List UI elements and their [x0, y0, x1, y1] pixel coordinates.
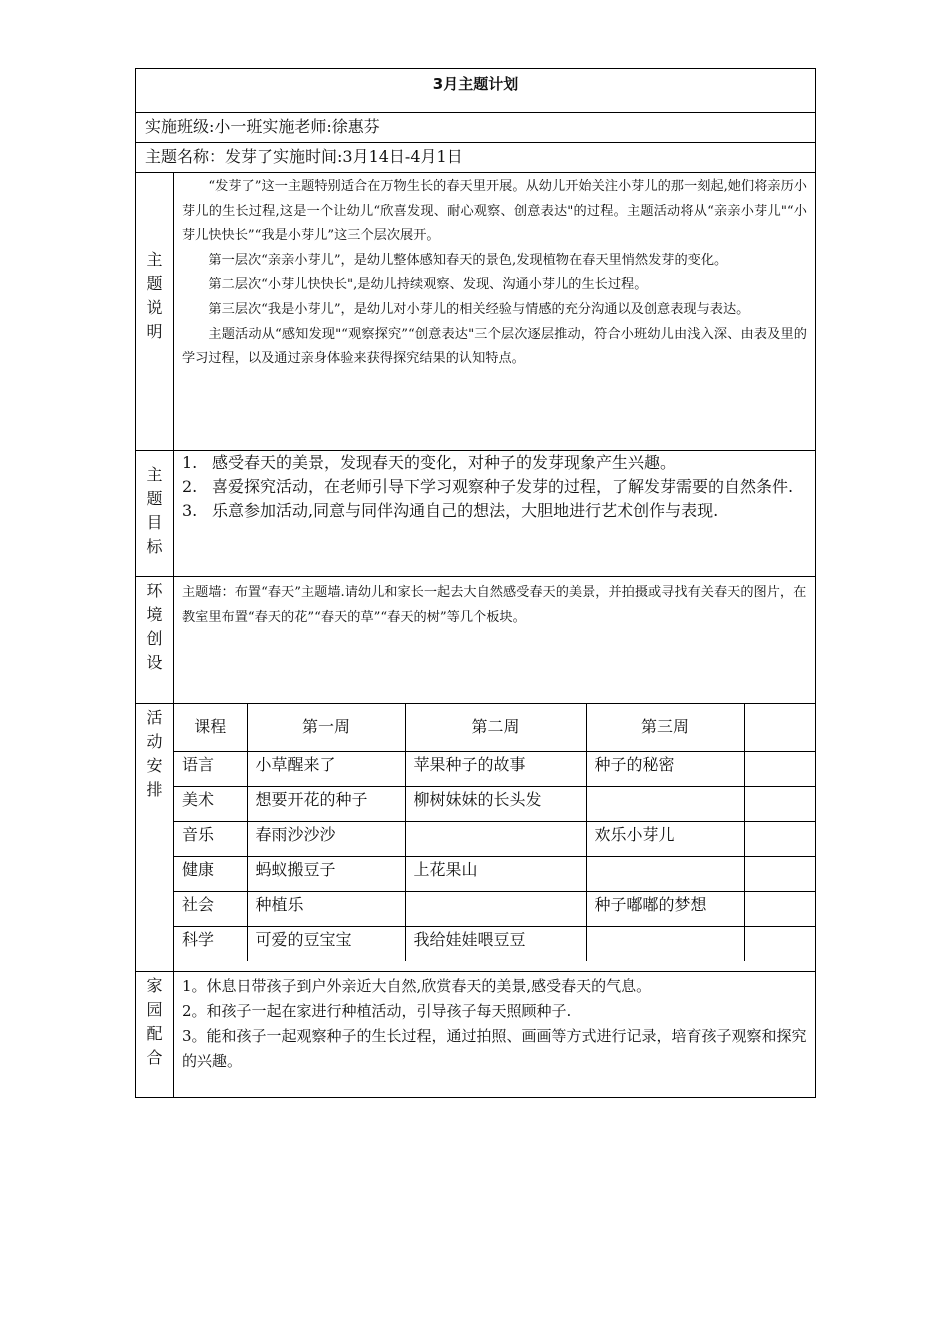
table-row — [174, 926, 815, 961]
subject-cell: 科学 — [174, 926, 247, 961]
activity-cell — [744, 856, 815, 891]
activity-cell: 苹果种子的故事 — [405, 751, 586, 786]
activity-section — [136, 704, 815, 972]
activity-cell: 柳树妹妹的长头发 — [405, 786, 586, 821]
subject-cell: 美术 — [174, 786, 247, 821]
header-cell — [744, 704, 815, 751]
environment-section — [136, 577, 815, 704]
table-row — [174, 786, 815, 821]
activity-cell — [744, 751, 815, 786]
theme-description-section — [136, 173, 815, 451]
home-item: 1。休息日带孩子到户外亲近大自然,欣赏春天的美景,感受春天的气息。 — [182, 977, 652, 995]
subject-cell: 社会 — [174, 891, 247, 926]
activity-cell: 想要开花的种子 — [247, 786, 405, 821]
activity-table — [174, 704, 815, 961]
home-item: 2。和孩子一起在家进行种植活动，引导孩子每天照顾种子. — [182, 1002, 572, 1020]
activity-cell — [586, 786, 744, 821]
activity-cell — [405, 821, 586, 856]
goals-label: 主 题 目 标 — [136, 451, 174, 576]
description-paragraph: 第一层次“亲亲小芽儿”，是幼儿整体感知春天的景色,发现植物在春天里悄然发芽的变化。 — [208, 252, 728, 268]
plan-title: 3月主题计划 — [136, 69, 815, 113]
subject-cell: 语言 — [174, 751, 247, 786]
table-row — [174, 891, 815, 926]
description-paragraph: 第二层次“小芽儿快快长",是幼儿持续观察、发现、沟通小芽儿的生长过程。 — [208, 277, 648, 293]
table-row — [174, 751, 815, 786]
activity-cell: 种子嘟嘟的梦想 — [586, 891, 744, 926]
activity-cell — [744, 821, 815, 856]
activity-cell: 我给娃娃喂豆豆 — [405, 926, 586, 961]
description-label: 主 题 说 明 — [136, 173, 174, 450]
description-paragraph: “发芽了”这一主题特别适合在万物生长的春天里开展。从幼儿开始关注小芽儿的那一刻起,她们将亲历小芽儿的生长过程,这是一个让幼儿“欣喜发现、耐心观察、创意表达"的过程。主题活动将从“亲亲小芽儿"“小芽儿快快长”“我是小芽儿”这三个层次展开。 — [182, 179, 807, 244]
activity-cell — [744, 891, 815, 926]
theme-time-line: 主题名称：发芽了实施时间:3月14日-4月1日 — [136, 143, 815, 173]
activity-cell: 春雨沙沙沙 — [247, 821, 405, 856]
goal-item: 2. 喜爱探究活动，在老师引导下学习观察种子发芽的过程，了解发芽需要的自然条件. — [182, 477, 794, 496]
goal-item: 1. 感受春天的美景，发现春天的变化，对种子的发芽现象产生兴趣。 — [182, 453, 677, 472]
activity-header-row — [174, 704, 815, 751]
activity-cell: 种子的秘密 — [586, 751, 744, 786]
header-cell: 课程 — [174, 704, 247, 751]
header-cell: 第三周 — [586, 704, 744, 751]
description-paragraph: 主题活动从“感知发现"“观察探究”“创意表达"三个层次逐层推动，符合小班幼儿由浅入深、由表及里的学习过程，以及通过亲身体验来获得探究结果的认知特点。 — [182, 326, 807, 367]
goal-item: 3. 乐意参加活动,同意与同伴沟通自己的想法，大胆地进行艺术创作与表现. — [182, 501, 719, 520]
home-cooperation-section — [136, 972, 815, 1097]
activity-cell — [586, 926, 744, 961]
table-row — [174, 856, 815, 891]
table-row — [174, 821, 815, 856]
activity-cell — [586, 856, 744, 891]
class-teacher-line: 实施班级:小一班实施老师:徐惠芬 — [136, 113, 815, 143]
subject-cell: 健康 — [174, 856, 247, 891]
activity-cell — [744, 926, 815, 961]
activity-cell — [405, 891, 586, 926]
header-cell: 第一周 — [247, 704, 405, 751]
activity-cell: 欢乐小芽儿 — [586, 821, 744, 856]
activity-cell: 小草醒来了 — [247, 751, 405, 786]
activity-cell: 蚂蚁搬豆子 — [247, 856, 405, 891]
header-cell: 第二周 — [405, 704, 586, 751]
activity-cell: 可爱的豆宝宝 — [247, 926, 405, 961]
home-label: 家 园 配 合 — [136, 972, 174, 1097]
activity-label: 活 动 安 排 — [136, 704, 174, 971]
subject-cell: 音乐 — [174, 821, 247, 856]
environment-text: 主题墙：布置“春天”主题墙.请幼儿和家长一起去大自然感受春天的美景，并拍摄或寻找有关春天的图片，在教室里布置“春天的花”“春天的草”“春天的树”等几个板块。 — [182, 585, 807, 625]
description-paragraph: 第三层次“我是小芽儿”，是幼儿对小芽儿的相关经验与情感的充分沟通以及创意表现与表达。 — [208, 301, 750, 317]
environment-label: 环 境 创 设 — [136, 577, 174, 703]
activity-cell — [744, 786, 815, 821]
plan-table — [135, 68, 816, 1098]
activity-cell: 上花果山 — [405, 856, 586, 891]
activity-cell: 种植乐 — [247, 891, 405, 926]
home-item: 3。能和孩子一起观察种子的生长过程，通过拍照、画画等方式进行记录，培育孩子观察和探究的兴趣。 — [182, 1027, 807, 1070]
theme-goals-section — [136, 451, 815, 577]
